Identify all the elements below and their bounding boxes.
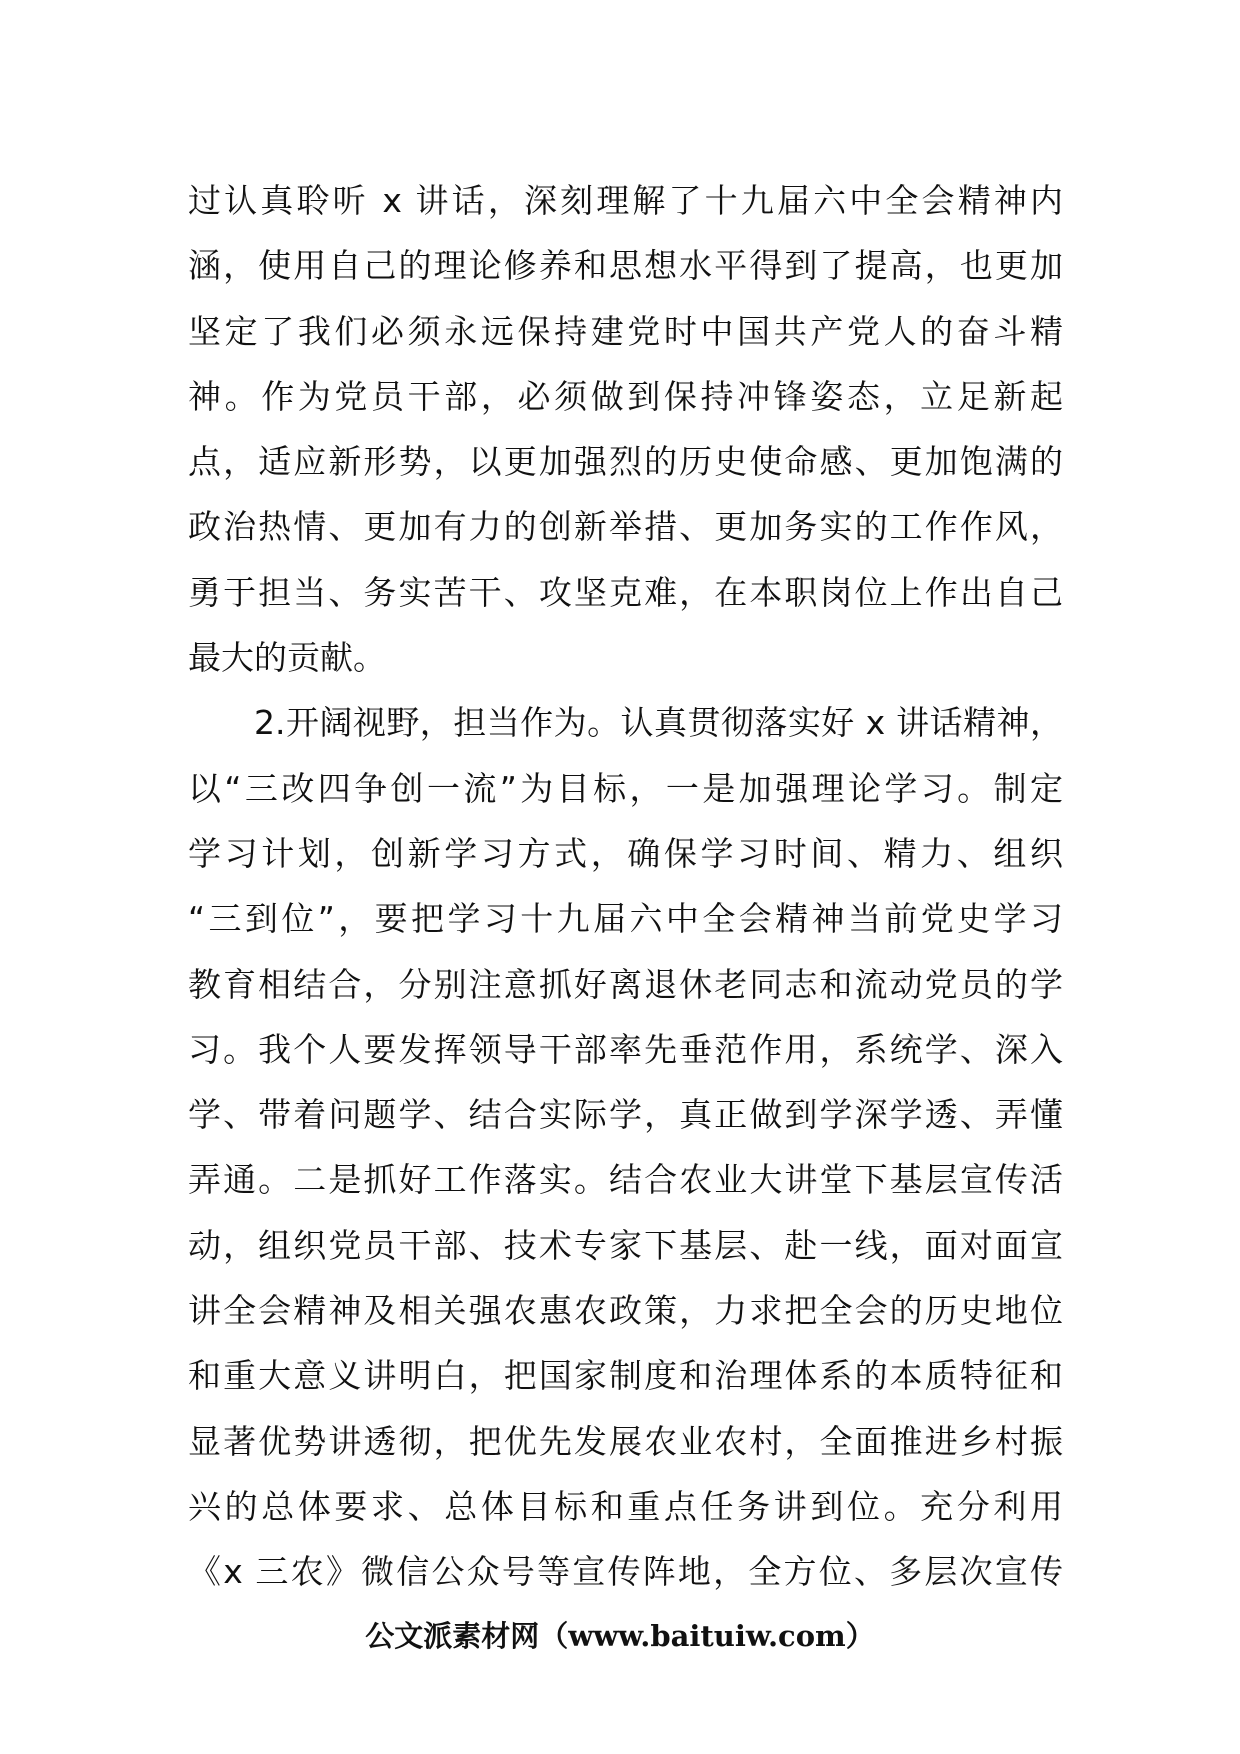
text-line: 和重大意义讲明白，把国家制度和治理体系的本质特征和 xyxy=(188,1356,1063,1396)
text-line: 学习计划，创新学习方式，确保学习时间、精力、组织 xyxy=(188,833,1063,873)
text-line: 讲全会精神及相关强农惠农政策，力求把全会的历史地位 xyxy=(188,1291,1063,1331)
text-line: 《x 三农》微信公众号等宣传阵地，全方位、多层次宣传 xyxy=(188,1552,1063,1592)
text-line: 点，适应新形势，以更加强烈的历史使命感、更加饱满的 xyxy=(188,442,1063,482)
text-line: 政治热情、更加有力的创新举措、更加务实的工作作风， xyxy=(188,507,1063,547)
text-line: 涵，使用自己的理论修养和思想水平得到了提高，也更加 xyxy=(188,246,1063,286)
text-line: 坚定了我们必须永远保持建党时中国共产党人的奋斗精 xyxy=(188,311,1063,351)
text-line: 神。作为党员干部，必须做到保持冲锋姿态，立足新起 xyxy=(188,376,1063,416)
text-line: “三到位”，要把学习十九届六中全会精神当前党史学习 xyxy=(188,899,1063,939)
text-line: 以“三改四争创一流”为目标，一是加强理论学习。制定 xyxy=(188,768,1063,808)
text-line: 教育相结合，分别注意抓好离退休老同志和流动党员的学 xyxy=(188,964,1063,1004)
text-line: 动，组织党员干部、技术专家下基层、赴一线，面对面宣 xyxy=(188,1225,1063,1265)
text-line: 兴的总体要求、总体目标和重点任务讲到位。充分利用 xyxy=(188,1486,1063,1526)
text-line: 2.开阔视野，担当作为。认真贯彻落实好 x 讲话精神， xyxy=(254,703,1063,743)
text-line: 学、带着问题学、结合实际学，真正做到学深学透、弄懂 xyxy=(188,1095,1063,1135)
text-line: 显著优势讲透彻，把优先发展农业农村，全面推进乡村振 xyxy=(188,1421,1063,1461)
page-footer: 公文派素材网（www.baituiw.com） xyxy=(365,1619,875,1653)
text-line: 勇于担当、务实苦干、攻坚克难，在本职岗位上作出自己 xyxy=(188,572,1063,612)
text-line: 过认真聆听 x 讲话，深刻理解了十九届六中全会精神内 xyxy=(188,181,1063,220)
text-line: 最大的贡献。 xyxy=(188,638,386,678)
body-text xyxy=(188,168,1063,1605)
text-line: 弄通。二是抓好工作落实。结合农业大讲堂下基层宣传活 xyxy=(188,1160,1063,1200)
text-line: 习。我个人要发挥领导干部率先垂范作用，系统学、深入 xyxy=(188,1029,1063,1069)
